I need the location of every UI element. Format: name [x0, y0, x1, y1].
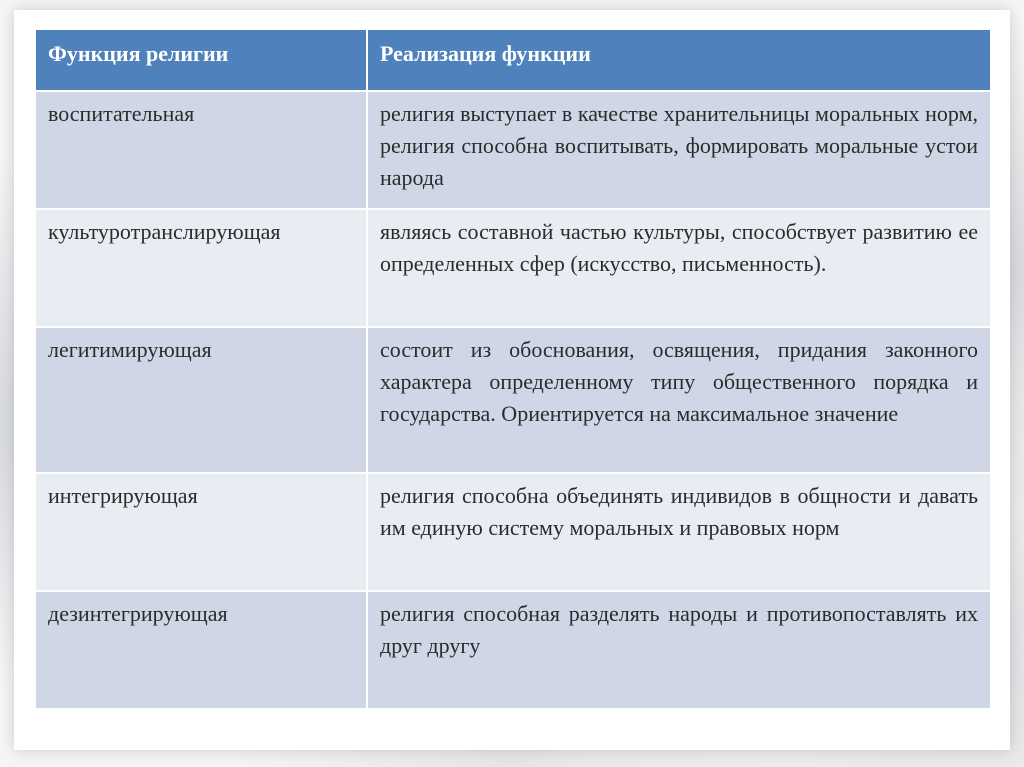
- table-row: [35, 91, 991, 209]
- table-header-row: [35, 29, 991, 91]
- function-cell: культуротранслирующая: [35, 209, 367, 327]
- religion-functions-table: [34, 28, 992, 710]
- table-row: [35, 591, 991, 709]
- realization-cell: религия способна объединять индивидов в общности и давать им единую систему моральных и правовых норм: [367, 473, 991, 591]
- function-cell: легитимирующая: [35, 327, 367, 473]
- realization-cell: состоит из обоснования, освящения, придания законного характера определенному типу общественного порядка и государства. Ориентируется на максимальное значение: [367, 327, 991, 473]
- table-row: [35, 209, 991, 327]
- table-row: [35, 473, 991, 591]
- function-cell: воспитательная: [35, 91, 367, 209]
- realization-cell: религия выступает в качестве хранительницы моральных норм, религия способна воспитывать, формировать моральные устои народа: [367, 91, 991, 209]
- slide: [14, 10, 1010, 750]
- realization-cell: религия способная разделять народы и противопоставлять их друг другу: [367, 591, 991, 709]
- table-row: [35, 327, 991, 473]
- header-realization: Реализация функции: [367, 29, 991, 91]
- header-function: Функция религии: [35, 29, 367, 91]
- function-cell: интегрирующая: [35, 473, 367, 591]
- realization-cell: являясь составной частью культуры, способствует развитию ее определенных сфер (искусство, письменность).: [367, 209, 991, 327]
- function-cell: дезинтегрирующая: [35, 591, 367, 709]
